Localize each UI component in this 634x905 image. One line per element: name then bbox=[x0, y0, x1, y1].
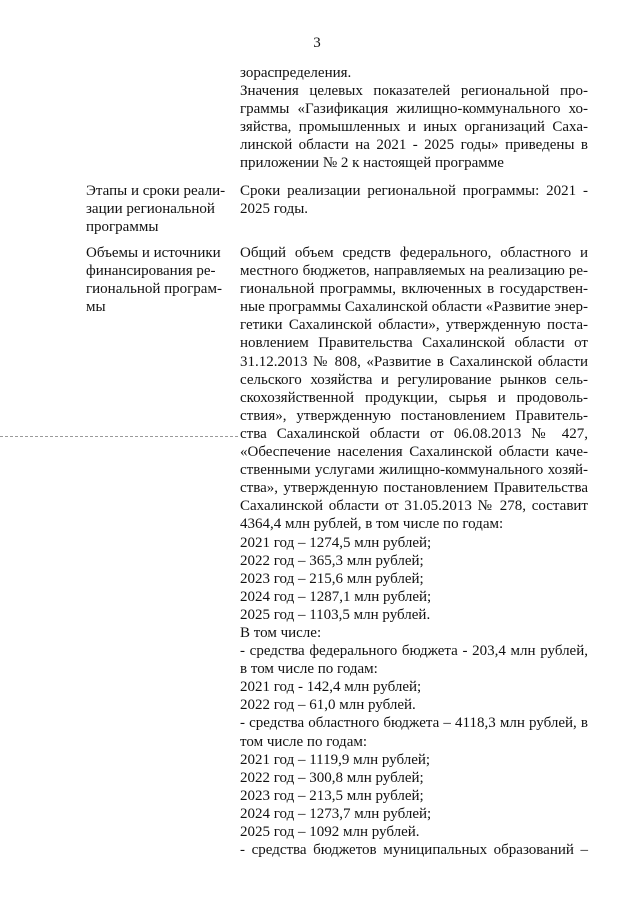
text-line: ствия», утвержденную постановлением Правитель- bbox=[240, 407, 588, 424]
text-line: новлением Правительства Сахалинской области от bbox=[240, 335, 588, 352]
text-line: 2022 год – 365,3 млн рублей; bbox=[240, 552, 424, 569]
text-line: 2023 год – 215,6 млн рублей; bbox=[240, 570, 424, 587]
text-line: зяйства, промышленных и иных организаций Саха- bbox=[240, 119, 588, 136]
text-line: 31.12.2013 № 808, «Развитие в Сахалинской области bbox=[240, 353, 588, 370]
text-line: в том числе по годам: bbox=[240, 661, 378, 678]
text-line: 2024 год – 1273,7 млн рублей; bbox=[240, 805, 432, 822]
text-line: В том числе: bbox=[240, 624, 322, 641]
text-line: гиональной программы, включенных в государствен- bbox=[240, 281, 588, 298]
text-line: зораспределения. bbox=[240, 65, 352, 81]
text-line: 2022 год – 300,8 млн рублей; bbox=[240, 769, 424, 786]
text-line: гетики Сахалинской области», утвержденную поста- bbox=[240, 317, 588, 334]
text-line: ства Сахалинской области от 06.08.2013 № 427, bbox=[240, 425, 588, 442]
row-content bbox=[240, 244, 588, 859]
text-line: 2021 год – 1274,5 млн рублей; bbox=[240, 534, 432, 551]
row-content bbox=[240, 64, 588, 173]
text-line: граммы «Газификация жилищно-коммунального хо- bbox=[240, 101, 588, 118]
text-line: 2023 год – 213,5 млн рублей; bbox=[240, 787, 424, 804]
text-line: 2021 год - 142,4 млн рублей; bbox=[240, 679, 422, 696]
text-line: Значения целевых показателей региональной про- bbox=[240, 83, 588, 100]
text-line: линской области на 2021 - 2025 годы» приведены в bbox=[240, 137, 588, 154]
text-line: приложении № 2 к настоящей программе bbox=[240, 155, 504, 172]
text-line: 2025 год – 1103,5 млн рублей. bbox=[240, 606, 431, 623]
text-line: Общий объем средств федерального, областного и bbox=[240, 245, 588, 261]
text-line: 4364,4 млн рублей, в том числе по годам: bbox=[240, 516, 504, 533]
text-line: 2022 год – 61,0 млн рублей. bbox=[240, 697, 416, 714]
text-line: сельского хозяйства и регулирование рынков сель- bbox=[240, 371, 588, 388]
row-label: Объемы и источники финансирования ре- гиональной програм- мы bbox=[86, 245, 222, 315]
text-line: - средства бюджетов муниципальных образований – bbox=[240, 842, 588, 859]
page-number: 3 bbox=[313, 35, 321, 51]
text-line: - средства федерального бюджета - 203,4 млн рублей, bbox=[240, 643, 588, 660]
text-line: ства», утвержденную постановлением Правительства bbox=[240, 480, 588, 497]
text-line: 2025 год – 1092 млн рублей. bbox=[240, 824, 420, 840]
text-line: 2024 год – 1287,1 млн рублей; bbox=[240, 588, 432, 605]
text-line: - средства областного бюджета – 4118,3 млн рублей, в bbox=[240, 715, 588, 732]
text-line: ные программы Сахалинской области «Развитие энер- bbox=[240, 299, 588, 316]
text-line: местного бюджетов, направляемых на реализацию ре- bbox=[240, 263, 588, 280]
text-line: 2021 год – 1119,9 млн рублей; bbox=[240, 751, 431, 768]
text-line: 2025 годы. bbox=[240, 201, 309, 218]
text-line: Сахалинской области от 31.05.2013 № 278, составит bbox=[240, 498, 588, 515]
text-line: скохозяйственной продукции, сырья и продоволь- bbox=[240, 389, 588, 406]
text-line: «Обеспечение населения Сахалинской области каче- bbox=[240, 444, 588, 461]
text-line: Сроки реализации региональной программы: 2021 - bbox=[240, 183, 588, 199]
row-content bbox=[240, 182, 588, 218]
text-line: том числе по годам: bbox=[240, 733, 368, 750]
row-label: Этапы и сроки реали- зации региональной программы bbox=[86, 183, 226, 235]
text-line: ственными услугами жилищно-коммунального хозяй- bbox=[240, 462, 588, 479]
scan-dashed-line bbox=[0, 436, 238, 437]
